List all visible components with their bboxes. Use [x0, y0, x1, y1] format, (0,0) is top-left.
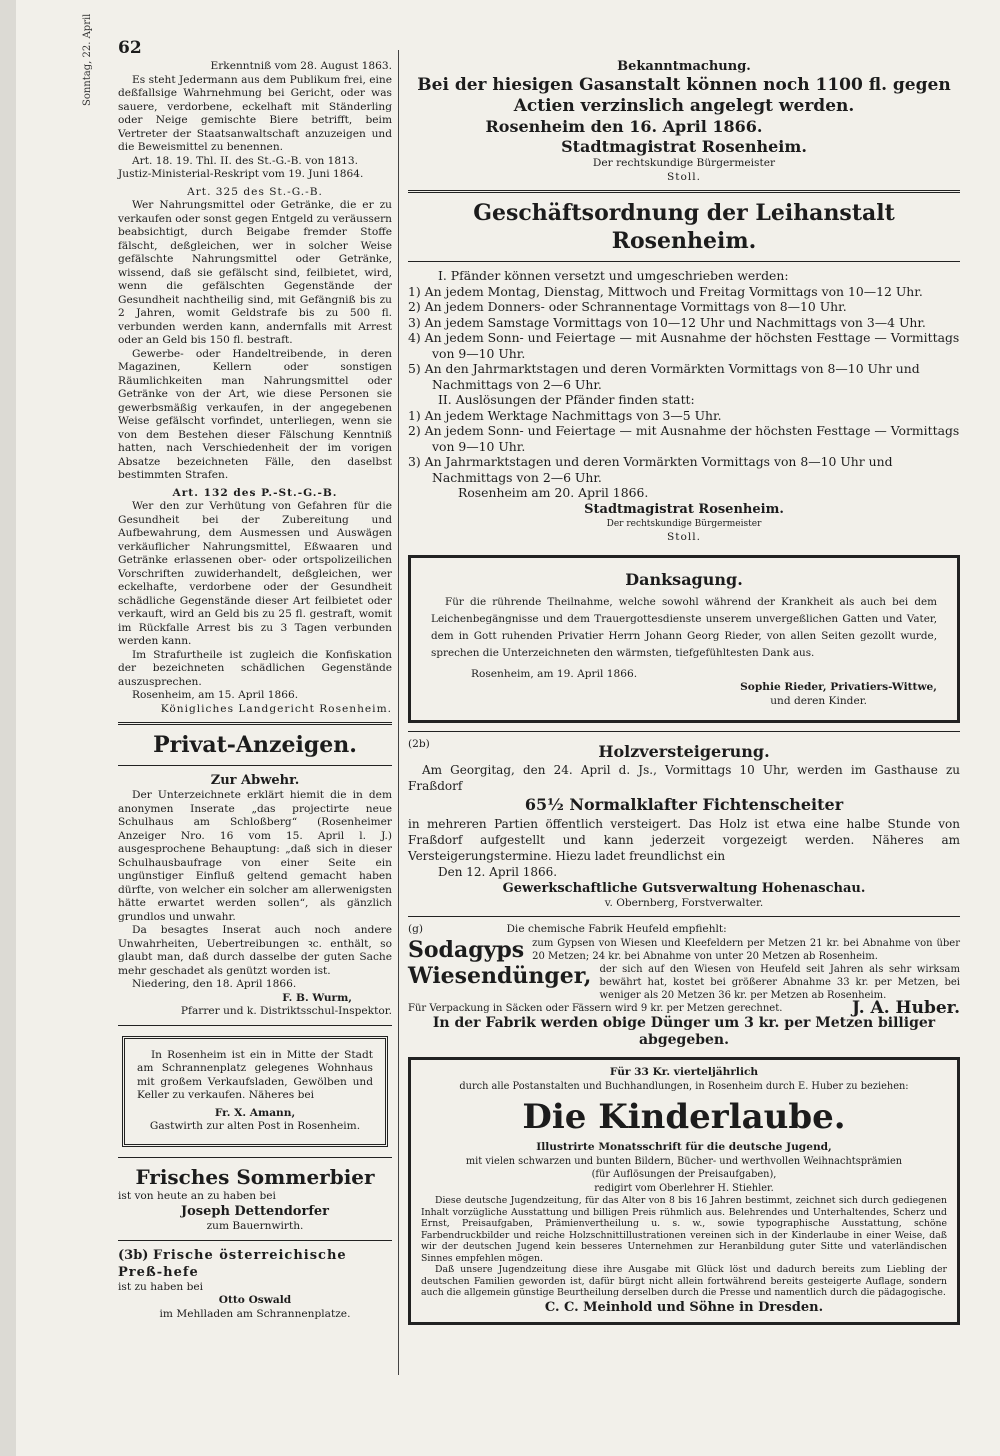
signature: F. B. Wurm,	[282, 991, 352, 1004]
signature: Otto Oswald	[218, 1294, 292, 1306]
packing-note: Für Verpackung in Säcken oder Fässern wird 9 kr. per Metzen gerechnet.	[408, 1002, 783, 1014]
rules-list	[408, 268, 960, 501]
intro-line: Erkenntniß vom 28. August 1863.	[210, 60, 392, 72]
signature: Fr. X. Amann,	[214, 1106, 296, 1119]
signature-role: Der rechtskundige Bürgermeister	[606, 518, 762, 529]
kinderlaube-box	[408, 1057, 960, 1325]
divider	[408, 190, 960, 193]
court-signature: Königliches Landgericht Rosenheim.	[160, 702, 392, 715]
column-rule	[398, 50, 399, 1375]
factory-notice: In der Fabrik werden obige Dünger um 3 kr. per Metzen billiger abgegeben.	[432, 1015, 936, 1048]
organization: Gewerkschaftliche Gutsverwaltung Hohenaschau.	[502, 880, 866, 896]
ad-code: (2b)	[408, 738, 430, 750]
divider	[118, 1157, 392, 1158]
magazine-subtitle: (für Auflösungen der Preisaufgaben),	[591, 1169, 777, 1180]
signature: v. Obernberg, Forstverwalter.	[604, 896, 764, 909]
date-line: Niedering, den 18. April 1866.	[132, 978, 297, 990]
magistrate: Stadtmagistrat Rosenheim.	[561, 137, 807, 156]
rules-section-heading: II. Auslösungen der Pfänder finden statt:	[438, 392, 695, 407]
rules-item: 3) An jedem Samstage Vormittags von 10—12 Uhr und Nachmittags von 3—4 Uhr.	[408, 314, 926, 330]
right-column	[408, 40, 960, 1333]
signature-role: Der rechtskundige Bürgermeister	[592, 157, 776, 169]
notice-text: Bei der hiesigen Gasanstalt können noch 1100 fl. gegen Actien verzinslich angelegt werden.	[417, 75, 951, 116]
signature: Stoll.	[666, 170, 702, 183]
product-row	[408, 963, 960, 1002]
section-title: Privat-Anzeigen.	[153, 732, 357, 758]
magazine-title: Die Kinderlaube.	[522, 1097, 846, 1137]
divider	[408, 916, 960, 917]
yeast-title: Frische österreichische Preß-hefe	[118, 1247, 347, 1280]
auction-amount: 65½ Normalklafter Fichtenscheiter	[524, 794, 844, 814]
magistrate: Stadtmagistrat Rosenheim.	[584, 501, 784, 517]
paragraph: Es steht Jedermann aus dem Publikum frei, eine deßfallsige Wahrnehmung bei Gericht, oder was sauere, verdorbene, eckelhaft mit Ständerling oder Neige gemischte Biere betrifft, beim Vertreter der Staatsanwaltschaft anzuzeigen und die Beweismittel zu benennen.	[118, 73, 392, 153]
paragraph: Diese deutsche Jugendzeitung, für das Alter von 8 bis 16 Jahren bestimmt, zeichnet sich durch gediegenen Inhalt vorzügliche Ausstattung und billigen Preis rühmlich aus. Belehrendes und Unterhaltendes, Scherz und Ernst, Preisaufgaben, Prämienvertheilung u. s. w., sowie typographische Ausstattung, schöne Farbendruckbilder und reiche Holzschnittillustrationen vereinen sich in der Kinderlaube in einer Weise, daß wir der deutschen Jugend kein besseres Unternehmen zur Heranbildung guter Sitte und vaterländischen Sinnes empfehlen mögen.	[421, 1195, 947, 1264]
rules-item: 5) An den Jahrmarktstagen und deren Vormärkten Vormittags von 8—10 Uhr und Nachmittags von 2—6 Uhr.	[408, 361, 920, 392]
signature-role: Gastwirth zur alten Post in Rosenheim.	[149, 1120, 361, 1132]
divider	[118, 765, 392, 766]
date-line: Den 12. April 1866.	[438, 864, 558, 879]
paragraph: Im Strafurtheile ist zugleich die Konfiskation der bezeichneten schädlichen Gegenstände auszusprechen.	[118, 648, 392, 688]
ad-code: (g)	[408, 923, 424, 935]
paragraph: Für die rührende Theilnahme, welche sowohl während der Krankheit als auch bei dem Leichenbegängnisse und dem Trauergottesdienste unserem unvergeßlichen Gatten und Vater, dem in Gott ruhenden Privatier Herrn Johann Georg Rieder, von allen Seiten gezollt wurde, sprechen die Unterzeichneten den wärmsten, tiefgefühltesten Dank aus.	[431, 595, 937, 659]
divider	[118, 1025, 392, 1026]
article-heading: Art. 325 des St.-G.-B.	[187, 185, 323, 198]
side-note: Sonntag, 22. April	[82, 13, 93, 106]
rules-item: 1) An jedem Werktage Nachmittags von 3—5 Uhr.	[408, 407, 722, 423]
date-line: Rosenheim, am 19. April 1866.	[471, 667, 638, 680]
product-row	[408, 937, 960, 963]
thanks-box	[408, 555, 960, 724]
paragraph: Der Unterzeichnete erklärt hiemit die in dem anonymen Inserate „das projectirte neue Schulhaus am Schloßberg“ (Rosenheimer Anzeiger Nro. 16 vom 15. April l. J.) ausgesprochene Behauptung: „daß sich in dieser Schulhausbaufrage von einer Seite ein ungünstiger Einfluß geltend gemacht haben dürfte, von welcher ein solcher am allerwenigsten hätte erwartet werden sollen“, als gänzlich grundlos und unwahr.	[118, 789, 392, 923]
publisher: C. C. Meinhold und Söhne in Dresden.	[544, 1299, 824, 1315]
signature: Joseph Dettendorfer	[180, 1204, 330, 1219]
notice-title: Bekanntmachung.	[617, 59, 751, 74]
ad-code: (3b)	[118, 1247, 149, 1263]
notice-title: Zur Abwehr.	[210, 773, 300, 788]
paragraph: Am Georgitag, den 24. April d. Js., Vormittags 10 Uhr, werden im Gasthause zu Fraßdorf	[408, 762, 960, 793]
rules-item: 4) An jedem Sonn- und Feiertage — mit Ausnahme der höchsten Festtage — Vormittags von 9—10 Uhr.	[408, 330, 960, 361]
paragraph: ist zu haben bei	[118, 1280, 204, 1293]
rules-item: 2) An jedem Donners- oder Schrannentage Vormittags von 8—10 Uhr.	[408, 299, 847, 314]
paragraph: In Rosenheim ist ein in Mitte der Stadt am Schrannenplatz gelegenes Wohnhaus mit großem Verkaufsladen, Gewölben und Keller zu verkaufen. Näheres bei	[137, 1048, 373, 1101]
product-name: Sodagyps	[408, 936, 525, 963]
thanks-title: Danksagung.	[625, 569, 743, 589]
rules-item: 2) An jedem Sonn- und Feiertage — mit Ausnahme der höchsten Festtage — Vormittags von 9—10 Uhr.	[408, 423, 960, 454]
signature-role: Pfarrer und k. Distriktsschul-Inspektor.	[180, 1005, 392, 1017]
paragraph: Wer den zur Verhütung von Gefahren für die Gesundheit bei der Zubereitung und Aufbewahrung, dem Ausmessen und Auswägen verkäuflicher Nahrungsmittel, Eßwaaren und Getränke erlassenen ober- oder ortspolizeilichen Vorschriften zuwiderhandelt, deßgleichen, wer eckelhafte, verdorbene oder der Gesundheit schädliche Gegenstände dieser Art feilbietet oder verkauft, wird an Geld bis zu 25 fl. gestraft, womit im Rückfalle Arrest bis zu 3 Tagen verbunden werden kann.	[118, 500, 392, 647]
signature: Sophie Rieder, Privatiers-Wittwe,	[740, 681, 937, 693]
page-edge	[0, 0, 16, 1456]
rules-section-heading: I. Pfänder können versetzt und umgeschrieben werden:	[438, 268, 789, 283]
divider	[118, 722, 392, 725]
date-line: Rosenheim den 16. April 1866.	[485, 117, 763, 136]
subscription-price: Für 33 Kr. vierteljährlich	[609, 1066, 759, 1078]
factory-intro: Die chemische Fabrik Heufeld empfiehlt:	[506, 923, 727, 935]
rules-title: Geschäftsordnung der Leihanstalt Rosenheim.	[473, 200, 895, 254]
paragraph: in mehreren Partien öffentlich versteigert. Das Holz ist etwa eine halbe Stunde von Fraßdorf aufgestellt und kann jederzeit vorgezeigt werden. Näheres am Versteigerungstermine. Hiezu ladet freundlichst ein	[408, 816, 960, 863]
paragraph: Da besagtes Inserat auch noch andere Unwahrheiten, Uebertreibungen ꝛc. enthält, so glaubt man, daß durch dasselbe der guten Sache mehr geschadet als genützt worden ist.	[118, 924, 392, 977]
signature-role: und deren Kinder.	[770, 694, 867, 707]
divider	[408, 731, 960, 732]
paragraph: Gewerbe- oder Handeltreibende, in deren Magazinen, Kellern oder sonstigen Räumlichkeiten man Nahrungsmittel oder Getränke von der Art, wie diese Personen sie gewerbsmäßig verkaufen, in der angegebenen Weise gefälscht vorfindet, unterliegen, wenn sie von dem Bestehen dieser Fälschung Kenntniß hatten, nach Verschiedenheit der im vorigen Absatze bezeichneten Fälle, den daselbst bestimmten Strafen.	[118, 347, 392, 481]
product-text: zum Gypsen von Wiesen und Kleefeldern per Metzen 21 kr. bei Abnahme von über 20 Metzen; 24 kr. bei Abnahme von unter 20 Metzen ab Rosenheim.	[532, 937, 960, 962]
beer-title: Frisches Sommerbier	[135, 1164, 375, 1189]
product-name: Wiesendünger,	[408, 962, 592, 989]
left-column	[118, 40, 392, 1321]
subscription-intro: durch alle Postanstalten und Buchhandlungen, in Rosenheim durch E. Huber zu beziehen:	[459, 1080, 909, 1092]
divider	[408, 261, 960, 262]
rules-item: 1) An jedem Montag, Dienstag, Mittwoch und Freitag Vormittags von 10—12 Uhr.	[408, 283, 923, 299]
rules-item: 3) An Jahrmarktstagen und deren Vormärkten Vormittags von 8—10 Uhr und Nachmittags von 2—6 Uhr.	[408, 454, 893, 485]
article-heading: Art. 132 des P.-St.-G.-B.	[172, 486, 338, 499]
date-line: Rosenheim am 20. April 1866.	[458, 485, 649, 500]
signature-role: zum Bauernwirth.	[206, 1220, 304, 1232]
signature-role: im Mehlladen am Schrannenplatze.	[159, 1307, 351, 1320]
magazine-subtitle: mit vielen schwarzen und bunten Bildern, Bücher- und werthvollen Weihnachtsprämien	[465, 1155, 903, 1167]
signature: Stoll.	[666, 531, 702, 543]
product-text: der sich auf den Wiesen von Heufeld seit Jahren als sehr wirksam bewährt hat, kostet bei größerer Abnahme 33 kr. per Metzen, bei weniger als 20 Metzen 36 kr. per Metzen ab Rosenheim.	[599, 963, 960, 1001]
reference: Justiz-Ministerial-Reskript vom 19. Juni 1864.	[118, 168, 364, 180]
paragraph: ist von heute an zu haben bei	[118, 1189, 276, 1202]
page-number: 62	[118, 38, 142, 58]
magazine-editor: redigirt vom Oberlehrer H. Stiehler.	[594, 1182, 774, 1194]
reference: Art. 18. 19. Thl. II. des St.-G.-B. von 1813.	[132, 154, 359, 167]
date-line: Rosenheim, am 15. April 1866.	[132, 689, 299, 701]
house-ad-box	[122, 1036, 388, 1147]
paragraph: Daß unsere Jugendzeitung diese ihre Ausgabe mit Glück löst und dadurch bereits zum Liebling der deutschen Familien geworden ist, dafür bürgt nicht allein fortwährend bereits gesteigerte Auflage, sondern auch die allgemein günstige Beurtheilung derselben durch die Presse und namentlich durch die pädagogische.	[421, 1264, 947, 1298]
paragraph: Wer Nahrungsmittel oder Getränke, die er zu verkaufen oder sonst gegen Entgeld zu veräussern beabsichtigt, durch Beigabe fremder Stoffe fälscht, deßgleichen, wer in solcher Weise gefälschte Nahrungsmittel oder Getränke, wissend, daß sie gefälscht sind, feilbietet, wird, wenn die gefälschten Gegenstände der Gesundheit nachtheilig sind, mit Gefängniß bis zu 2 Jahren, womit Geldstrafe bis zu 500 fl. verbunden werden kann, andernfalls mit Arrest oder an Geld bis 150 fl. bestraft.	[118, 199, 392, 346]
divider	[118, 1240, 392, 1241]
auction-title: Holzversteigerung.	[598, 741, 770, 761]
signature: J. A. Huber.	[851, 997, 960, 1018]
magazine-subtitle: Illustrirte Monatsschrift für die deutsche Jugend,	[536, 1141, 832, 1153]
